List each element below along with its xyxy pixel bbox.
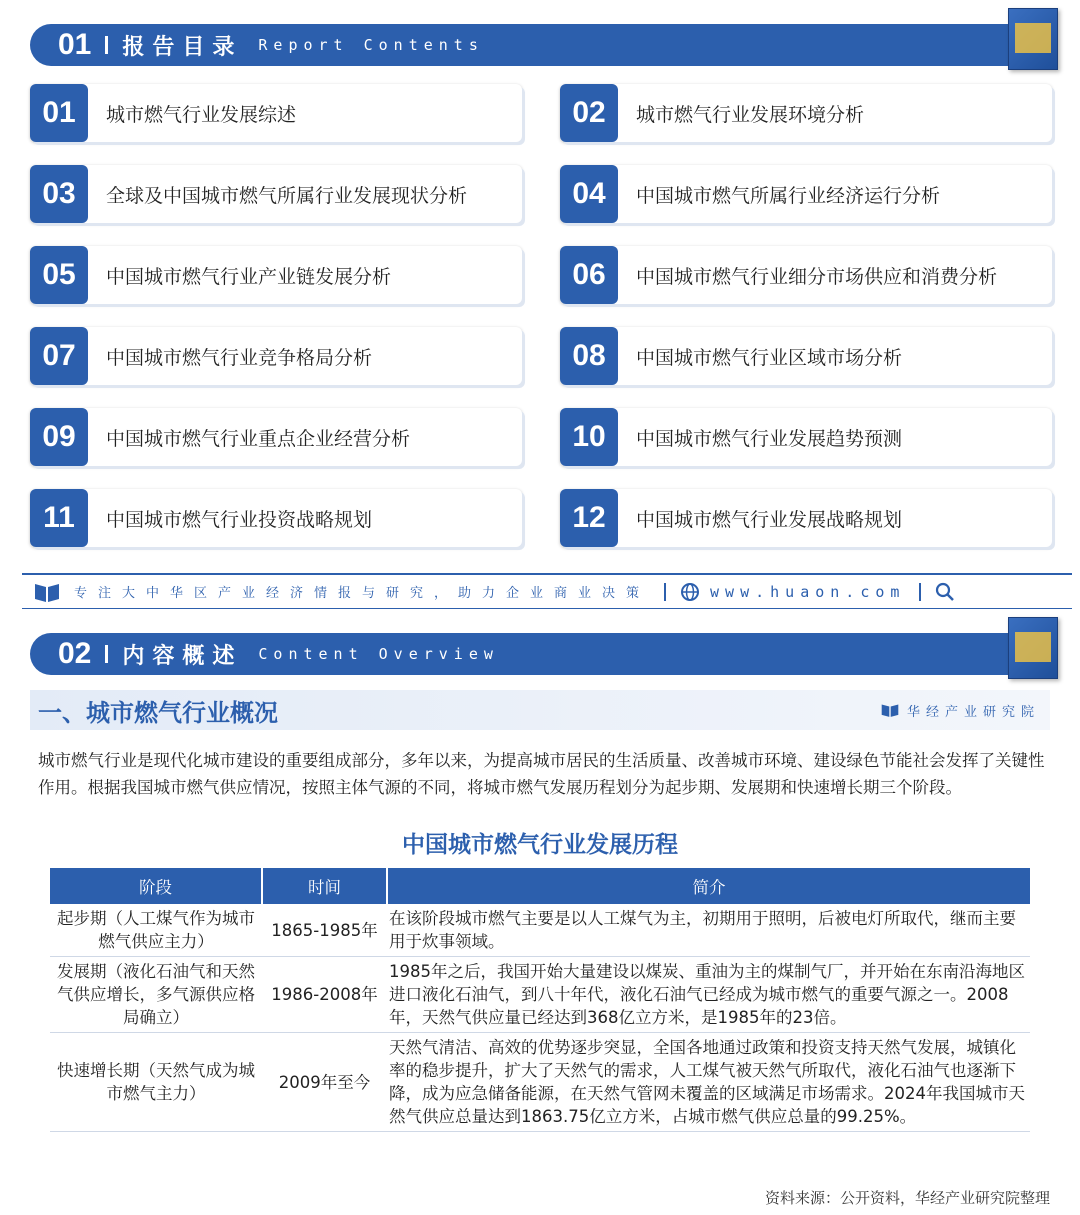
footer-strip <box>22 573 1072 609</box>
toc-number: 03 <box>30 165 88 223</box>
description-cell: 1985年之后，我国开始大量建设以煤炭、重油为主的煤制气厂，并开始在东南沿海地区进口液化石油气，到八十年代，液化石油气已经成为城市燃气的重要气源之一。2008年，天然气供应量已经达到368亿立方米，是1985年的23倍。 <box>387 957 1030 1033</box>
toc-label: 全球及中国城市燃气所属行业发展现状分析 <box>106 184 468 207</box>
divider <box>105 36 108 54</box>
brand-name: 华经产业研究院 <box>906 704 1040 720</box>
toc-item[interactable] <box>30 489 522 547</box>
toc-label: 中国城市燃气行业产业链发展分析 <box>106 265 392 288</box>
table-header-row <box>50 868 1030 904</box>
column-header: 时间 <box>262 868 387 904</box>
toc-number: 10 <box>560 408 618 466</box>
toc-item[interactable] <box>560 408 1052 466</box>
toc-item[interactable] <box>30 246 522 304</box>
toc-label: 中国城市燃气所属行业经济运行分析 <box>636 184 941 207</box>
period-cell: 1865-1985年 <box>262 904 387 957</box>
toc-item[interactable] <box>30 84 522 142</box>
toc-item[interactable] <box>30 327 522 385</box>
toc-number: 04 <box>560 165 618 223</box>
toc-label: 中国城市燃气行业竞争格局分析 <box>106 346 373 369</box>
intro-paragraph: 城市燃气行业是现代化城市建设的重要组成部分，多年以来，为提高城市居民的生活质量、改善城市环境、建设绿色节能社会发挥了关键性作用。根据我国城市燃气供应情况，按照主体气源的不同，将城市燃气发展历程划分为起步期、发展期和快速增长期三个阶段。 <box>38 751 1045 797</box>
footer-slogan: 专注大中华区产业经济情报与研究，助力企业商业决策 <box>74 586 651 601</box>
toc-item[interactable] <box>30 408 522 466</box>
period-cell: 1986-2008年 <box>262 957 387 1033</box>
toc-number: 05 <box>30 246 88 304</box>
section-header-report-contents <box>30 24 1050 66</box>
stage-cell: 起步期（人工煤气作为城市燃气供应主力） <box>50 904 262 957</box>
subheading-title: 一、城市燃气行业概况 <box>38 698 278 727</box>
toc-number: 02 <box>560 84 618 142</box>
section-number: 02 <box>58 637 92 670</box>
toc-label: 中国城市燃气行业细分市场供应和消费分析 <box>636 265 998 288</box>
book-logo-icon <box>34 581 60 603</box>
column-header: 阶段 <box>50 868 262 904</box>
development-history-table <box>50 868 1030 1132</box>
stage-cell: 发展期（液化石油气和天然气供应增长，多气源供应格局确立） <box>50 957 262 1033</box>
divider <box>105 645 108 663</box>
report-cover-icon <box>1008 8 1058 70</box>
column-header: 简介 <box>387 868 1030 904</box>
toc-number: 08 <box>560 327 618 385</box>
stage-cell: 快速增长期（天然气成为城市燃气主力） <box>50 1033 262 1132</box>
brand-label <box>881 701 1040 720</box>
section-title-en: Report Contents <box>258 36 484 54</box>
toc-item[interactable] <box>560 489 1052 547</box>
section-number: 01 <box>58 28 92 61</box>
table-row <box>50 957 1030 1033</box>
section-title-en: Content Overview <box>258 645 499 663</box>
toc-item[interactable] <box>560 327 1052 385</box>
toc-label: 中国城市燃气行业发展战略规划 <box>636 508 903 531</box>
section-header-content-overview <box>30 633 1050 675</box>
section-title-cn: 报告目录 <box>122 34 243 60</box>
search-icon[interactable] <box>935 582 955 602</box>
subheading-bar <box>30 690 1050 730</box>
toc-label: 中国城市燃气行业重点企业经营分析 <box>106 427 411 450</box>
section-title-cn: 内容概述 <box>122 643 243 669</box>
source-note: 资料来源：公开资料，华经产业研究院整理 <box>764 1189 1050 1207</box>
website-link[interactable]: www.huaon.com <box>710 582 906 601</box>
toc-label: 中国城市燃气行业投资战略规划 <box>106 508 373 531</box>
toc-number: 12 <box>560 489 618 547</box>
toc-number: 01 <box>30 84 88 142</box>
toc-label: 城市燃气行业发展环境分析 <box>636 103 865 126</box>
description-cell: 在该阶段城市燃气主要是以人工煤气为主，初期用于照明，后被电灯所取代，继而主要用于炊事领域。 <box>387 904 1030 957</box>
toc-label: 中国城市燃气行业区域市场分析 <box>636 346 903 369</box>
toc-item[interactable] <box>560 84 1052 142</box>
toc-item[interactable] <box>560 246 1052 304</box>
toc-number: 07 <box>30 327 88 385</box>
toc-label: 中国城市燃气行业发展趋势预测 <box>636 427 903 450</box>
toc-number: 09 <box>30 408 88 466</box>
period-cell: 2009年至今 <box>262 1033 387 1132</box>
globe-icon <box>680 582 700 602</box>
table-row <box>50 904 1030 957</box>
toc-number: 06 <box>560 246 618 304</box>
toc-item[interactable] <box>30 165 522 223</box>
table-row <box>50 1033 1030 1132</box>
report-cover-icon <box>1008 617 1058 679</box>
table-title: 中国城市燃气行业发展历程 <box>402 832 678 858</box>
toc-item[interactable] <box>560 165 1052 223</box>
divider <box>664 583 666 601</box>
toc-label: 城市燃气行业发展综述 <box>106 103 297 126</box>
toc-number: 11 <box>30 489 88 547</box>
book-logo-icon <box>881 702 899 718</box>
divider <box>919 583 921 601</box>
description-cell: 天然气清洁、高效的优势逐步突显，全国各地通过政策和投资支持天然气发展，城镇化率的稳步提升，扩大了天然气的需求，人工煤气被天然气所取代，液化石油气也逐渐下降，成为应急储备能源，在天然气管网未覆盖的区域满足市场需求。2024年我国城市天然气供应总量达到1863.75亿立方米，占城市燃气供应总量的99.25%。 <box>387 1033 1030 1132</box>
